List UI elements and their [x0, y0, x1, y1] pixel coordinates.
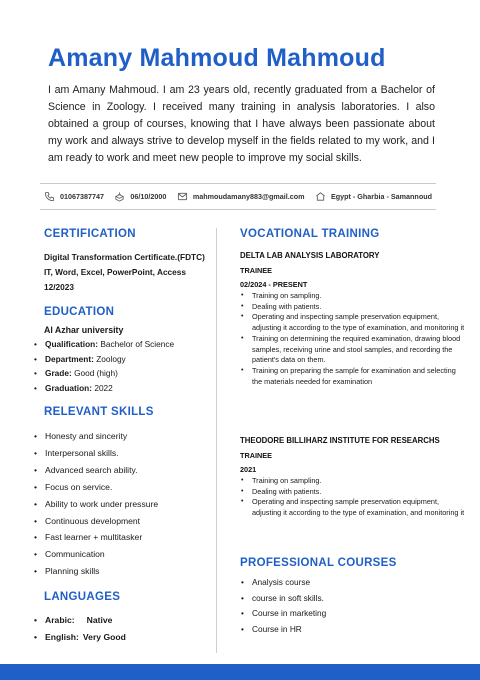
certification-line-2: IT, Word, Excel, PowerPoint, Access — [44, 267, 187, 277]
certification-line-1: Digital Transformation Certificate.(FDTC) — [44, 252, 205, 262]
list-item: • Department: Zoology — [34, 352, 174, 367]
job-tasks-list — [241, 476, 466, 519]
job-org: THEODORE BILLIHARZ INSTITUTE FOR RESEARCHS — [240, 436, 440, 445]
list-item: • Focus on service. — [34, 479, 158, 496]
contact-birthdate — [114, 191, 166, 202]
list-item: • Dealing with patients. — [241, 487, 466, 498]
list-item: • Operating and inspecting sample preservation equipment, adjusting it according to the type of examination, and monitoring it — [241, 312, 466, 333]
list-item: • Fast learner + multitasker — [34, 529, 158, 546]
certification-line-3: 12/2023 — [44, 282, 74, 292]
home-icon — [315, 191, 326, 202]
languages-heading: LANGUAGES — [44, 591, 121, 603]
list-item: • Training on sampling. — [241, 476, 466, 487]
list-item: • Communication — [34, 546, 158, 563]
list-item: • Analysis course — [241, 575, 326, 591]
education-school: Al Azhar university — [44, 325, 124, 335]
certification-heading: CERTIFICATION — [44, 228, 136, 240]
training-heading: VOCATIONAL TRAINING — [240, 228, 380, 240]
list-item: • Continuous development — [34, 513, 158, 530]
list-item: • Training on determining the required examination, drawing blood samples, receiving urine and stool samples, and recording the patient's data on them. — [241, 334, 466, 366]
languages-list — [34, 612, 126, 646]
list-item: • Operating and inspecting sample preservation equipment, adjusting it according to the type of examination, and monitoring it — [241, 497, 466, 518]
mail-icon — [177, 191, 188, 202]
list-item: • Course in HR — [241, 622, 326, 638]
contact-phone — [44, 191, 104, 202]
contact-bar — [40, 183, 436, 210]
job-role: TRAINEE — [240, 451, 273, 460]
job-period: 02/2024 - PRESENT — [240, 280, 308, 289]
list-item: • course in soft skills. — [241, 591, 326, 607]
list-item: • Training on sampling. — [241, 291, 466, 302]
footer-accent-bar — [0, 664, 480, 680]
page-title: Amany Mahmoud Mahmoud — [48, 44, 386, 72]
job-role: TRAINEE — [240, 266, 273, 275]
courses-heading: PROFESSIONAL COURSES — [240, 557, 397, 569]
address-text: Egypt - Gharbia - Samannoud — [330, 192, 432, 201]
list-item: • English: Very Good — [34, 629, 126, 646]
email-text[interactable]: mahmoudamany883@gmail.com — [192, 192, 305, 201]
list-item: • Training on preparing the sample for examination and selecting the materials needed for examination — [241, 366, 466, 387]
list-item: • Ability to work under pressure — [34, 496, 158, 513]
list-item: • Dealing with patients. — [241, 302, 466, 313]
birthdate-text: 06/10/2000 — [130, 192, 167, 201]
list-item: • Qualification: Bachelor of Science — [34, 337, 174, 352]
list-item: • Honesty and sincerity — [34, 428, 158, 445]
list-item: • Planning skills — [34, 563, 158, 580]
skills-list — [34, 428, 158, 580]
contact-email[interactable] — [177, 191, 305, 202]
courses-list — [241, 575, 326, 638]
profile-summary: I am Amany Mahmoud. I am 23 years old, recently graduated from a Bachelor of Science in Zoology. I received many training in analysis laboratories. I also obtained a group of courses, knowing that I have always been passionate about my work and always strive to develop myself in the fields related to my work, and I am ready to work and meet new people to improve my social skills. — [48, 84, 435, 165]
cake-icon — [114, 191, 125, 202]
phone-text: 01067387747 — [60, 192, 104, 201]
job-tasks-list — [241, 291, 466, 387]
list-item: • Grade: Good (high) — [34, 366, 174, 381]
list-item: • Interpersonal skills. — [34, 445, 158, 462]
contact-address — [315, 191, 432, 202]
list-item: • Course in marketing — [241, 606, 326, 622]
education-list — [34, 337, 174, 395]
phone-icon — [44, 191, 55, 202]
list-item: • Advanced search ability. — [34, 462, 158, 479]
skills-heading: RELEVANT SKILLS — [44, 406, 154, 418]
education-heading: EDUCATION — [44, 306, 115, 318]
column-divider — [216, 228, 217, 653]
job-period: 2021 — [240, 465, 257, 474]
list-item: • Arabic: Native — [34, 612, 126, 629]
list-item: • Graduation: 2022 — [34, 381, 174, 396]
job-org: DELTA LAB ANALYSIS LABORATORY — [240, 251, 380, 260]
